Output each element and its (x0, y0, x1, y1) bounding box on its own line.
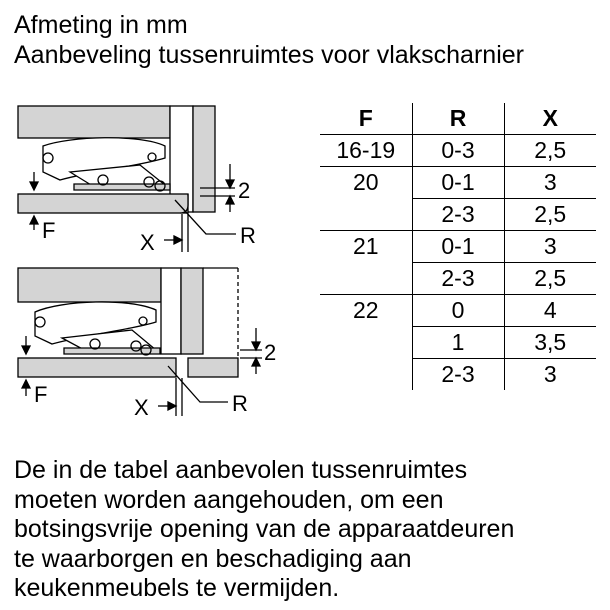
bottom-f-arrowhead (22, 380, 30, 388)
table-row (320, 231, 596, 263)
cell-x: 3 (504, 167, 596, 199)
gap-recommendation-table (320, 103, 596, 390)
table-row (320, 263, 596, 295)
cell-x: 2,5 (504, 263, 596, 295)
note-line: keukenmeubels te vermijden. (14, 574, 340, 602)
bottom-x-label: X (134, 395, 149, 420)
bottom-f-arrowhead (22, 346, 30, 354)
cell-f (320, 327, 412, 359)
note-line: botsingsvrije opening van de apparaatdeuren (14, 515, 515, 543)
bottom-r-label: R (232, 391, 248, 416)
top-f-label: F (42, 218, 56, 243)
bottom-gap-lines (240, 350, 262, 358)
recommendation-heading: Aanbeveling tussenruimtes voor vlakscharnier (14, 41, 524, 69)
cell-r: 0-1 (412, 231, 504, 263)
bottom-x-lines (176, 378, 182, 416)
cell-f (320, 359, 412, 391)
cell-r: 0-1 (412, 167, 504, 199)
bottom-cabinet-top-panel (18, 268, 161, 302)
table-row (320, 295, 596, 327)
cell-f: 21 (320, 231, 412, 263)
cell-f: 22 (320, 295, 412, 327)
top-gap-arrowhead (226, 196, 234, 204)
dimension-unit-heading: Afmeting in mm (14, 11, 188, 39)
bottom-furniture-door (18, 358, 176, 377)
cell-r: 1 (412, 327, 504, 359)
bottom-gap-arrowhead (252, 342, 260, 350)
cell-r: 2-3 (412, 199, 504, 231)
bottom-x-arrowhead (168, 402, 176, 410)
cell-x: 3,5 (504, 327, 596, 359)
header-f: F (320, 103, 412, 135)
table-row (320, 167, 596, 199)
table-row (320, 359, 596, 391)
top-x-label: X (140, 230, 155, 255)
table-header-row (320, 103, 596, 135)
top-gap-arrowhead (226, 180, 234, 188)
cell-r: 0 (412, 295, 504, 327)
cell-r: 2-3 (412, 263, 504, 295)
bottom-appliance-door (181, 268, 203, 354)
top-gap-label: 2 (238, 178, 251, 203)
cell-x: 2,5 (504, 135, 596, 167)
bottom-cabinet-wall (161, 268, 181, 354)
note-line: De in de tabel aanbevolen tussenruimtes (14, 456, 468, 484)
cell-f: 16-19 (336, 137, 396, 163)
hinge-diagrams (0, 95, 300, 425)
table-row (320, 199, 596, 231)
top-x-arrowhead (174, 236, 182, 244)
cell-x: 3 (504, 359, 596, 391)
top-cabinet-top-panel (18, 106, 170, 138)
cell-f: 20 (320, 167, 412, 199)
bottom-appliance-door-lower (188, 358, 238, 377)
bottom-gap-arrowhead (252, 358, 260, 366)
table-row (320, 327, 596, 359)
bottom-f-label: F (34, 382, 48, 407)
cell-f (320, 263, 412, 295)
top-furniture-door (18, 194, 188, 213)
cell-r: 2-3 (412, 359, 504, 391)
header-x: X (504, 103, 596, 135)
cell-x: 2,5 (504, 199, 596, 231)
cell-r: 0-3 (412, 135, 504, 167)
cell-f (320, 199, 412, 231)
bottom-gap-label: 2 (264, 340, 277, 365)
header-r: R (412, 103, 504, 135)
top-f-arrowhead (30, 216, 38, 224)
top-x-lines (182, 214, 188, 252)
note-line: te waarborgen en beschadiging aan (14, 544, 412, 573)
table-row (320, 135, 596, 167)
note-paragraph (14, 456, 604, 604)
top-f-arrowhead (30, 182, 38, 190)
bottom-hinge-diagram (18, 268, 262, 416)
cell-x: 3 (504, 231, 596, 263)
top-r-label: R (240, 223, 256, 248)
note-line: moeten worden aangehouden, om een (14, 485, 444, 514)
cell-x: 4 (504, 295, 596, 327)
bottom-hinge-plate (64, 348, 160, 354)
